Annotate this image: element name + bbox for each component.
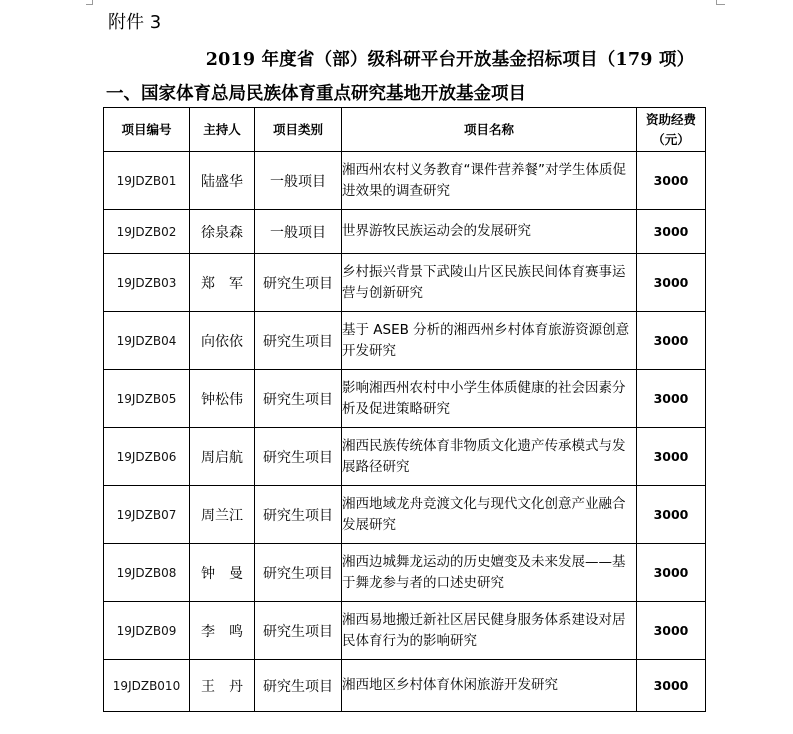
cell-host: 郑 军 — [190, 254, 255, 312]
cell-code: 19JDZB08 — [104, 544, 190, 602]
cell-name: 湘西边城舞龙运动的历史嬗变及未来发展——基于舞龙参与者的口述史研究 — [342, 544, 637, 602]
cell-fund: 3000 — [637, 602, 706, 660]
cell-code: 19JDZB02 — [104, 210, 190, 254]
cell-type: 研究生项目 — [255, 254, 342, 312]
cell-name: 湘西地域龙舟竞渡文化与现代文化创意产业融合发展研究 — [342, 486, 637, 544]
cell-host: 周兰江 — [190, 486, 255, 544]
cell-host: 钟松伟 — [190, 370, 255, 428]
document-title: 2019 年度省（部）级科研平台开放基金招标项目（179 项） — [205, 50, 695, 70]
cell-host: 周启航 — [190, 428, 255, 486]
cell-code: 19JDZB09 — [104, 602, 190, 660]
cell-name: 湘西地区乡村体育休闲旅游开发研究 — [342, 660, 637, 712]
cell-type: 一般项目 — [255, 210, 342, 254]
cell-fund: 3000 — [637, 254, 706, 312]
table-row — [104, 254, 706, 312]
attachment-label: 附件 3 — [108, 12, 162, 33]
table-header-row — [104, 108, 706, 152]
cell-fund: 3000 — [637, 370, 706, 428]
projects-table — [103, 107, 706, 712]
cell-code: 19JDZB04 — [104, 312, 190, 370]
table-row — [104, 312, 706, 370]
header-type: 项目类别 — [255, 108, 342, 152]
table-body — [104, 152, 706, 712]
header-code: 项目编号 — [104, 108, 190, 152]
cell-code: 19JDZB010 — [104, 660, 190, 712]
cell-host: 李 鸣 — [190, 602, 255, 660]
table-row — [104, 602, 706, 660]
cell-name: 乡村振兴背景下武陵山片区民族民间体育赛事运营与创新研究 — [342, 254, 637, 312]
table-row — [104, 486, 706, 544]
cell-fund: 3000 — [637, 210, 706, 254]
cell-host: 徐泉森 — [190, 210, 255, 254]
cell-type: 研究生项目 — [255, 370, 342, 428]
table-row — [104, 370, 706, 428]
cell-type: 研究生项目 — [255, 486, 342, 544]
page-corner-mark-right — [716, 0, 725, 5]
cell-fund: 3000 — [637, 486, 706, 544]
page-corner-mark-left — [86, 0, 93, 5]
table-row — [104, 152, 706, 210]
header-name: 项目名称 — [342, 108, 637, 152]
table-row — [104, 210, 706, 254]
cell-code: 19JDZB03 — [104, 254, 190, 312]
cell-type: 研究生项目 — [255, 312, 342, 370]
cell-type: 研究生项目 — [255, 602, 342, 660]
cell-type: 研究生项目 — [255, 428, 342, 486]
cell-host: 陆盛华 — [190, 152, 255, 210]
header-fund: 资助经费（元） — [637, 108, 706, 152]
header-host: 主持人 — [190, 108, 255, 152]
cell-type: 一般项目 — [255, 152, 342, 210]
section-title: 一、国家体育总局民族体育重点研究基地开放基金项目 — [106, 84, 526, 104]
table-row — [104, 428, 706, 486]
cell-fund: 3000 — [637, 312, 706, 370]
table-row — [104, 544, 706, 602]
cell-fund: 3000 — [637, 660, 706, 712]
cell-host: 向依依 — [190, 312, 255, 370]
cell-code: 19JDZB07 — [104, 486, 190, 544]
cell-fund: 3000 — [637, 152, 706, 210]
cell-type: 研究生项目 — [255, 660, 342, 712]
cell-name: 基于 ASEB 分析的湘西州乡村体育旅游资源创意开发研究 — [342, 312, 637, 370]
table-row — [104, 660, 706, 712]
cell-name: 湘西易地搬迁新社区居民健身服务体系建设对居民体育行为的影响研究 — [342, 602, 637, 660]
cell-name: 影响湘西州农村中小学生体质健康的社会因素分析及促进策略研究 — [342, 370, 637, 428]
cell-code: 19JDZB01 — [104, 152, 190, 210]
cell-host: 钟 曼 — [190, 544, 255, 602]
cell-code: 19JDZB05 — [104, 370, 190, 428]
cell-fund: 3000 — [637, 544, 706, 602]
cell-fund: 3000 — [637, 428, 706, 486]
cell-name: 湘西民族传统体育非物质文化遗产传承模式与发展路径研究 — [342, 428, 637, 486]
cell-code: 19JDZB06 — [104, 428, 190, 486]
cell-type: 研究生项目 — [255, 544, 342, 602]
cell-name: 世界游牧民族运动会的发展研究 — [342, 210, 637, 254]
cell-host: 王 丹 — [190, 660, 255, 712]
cell-name: 湘西州农村义务教育“课件营养餐”对学生体质促进效果的调查研究 — [342, 152, 637, 210]
